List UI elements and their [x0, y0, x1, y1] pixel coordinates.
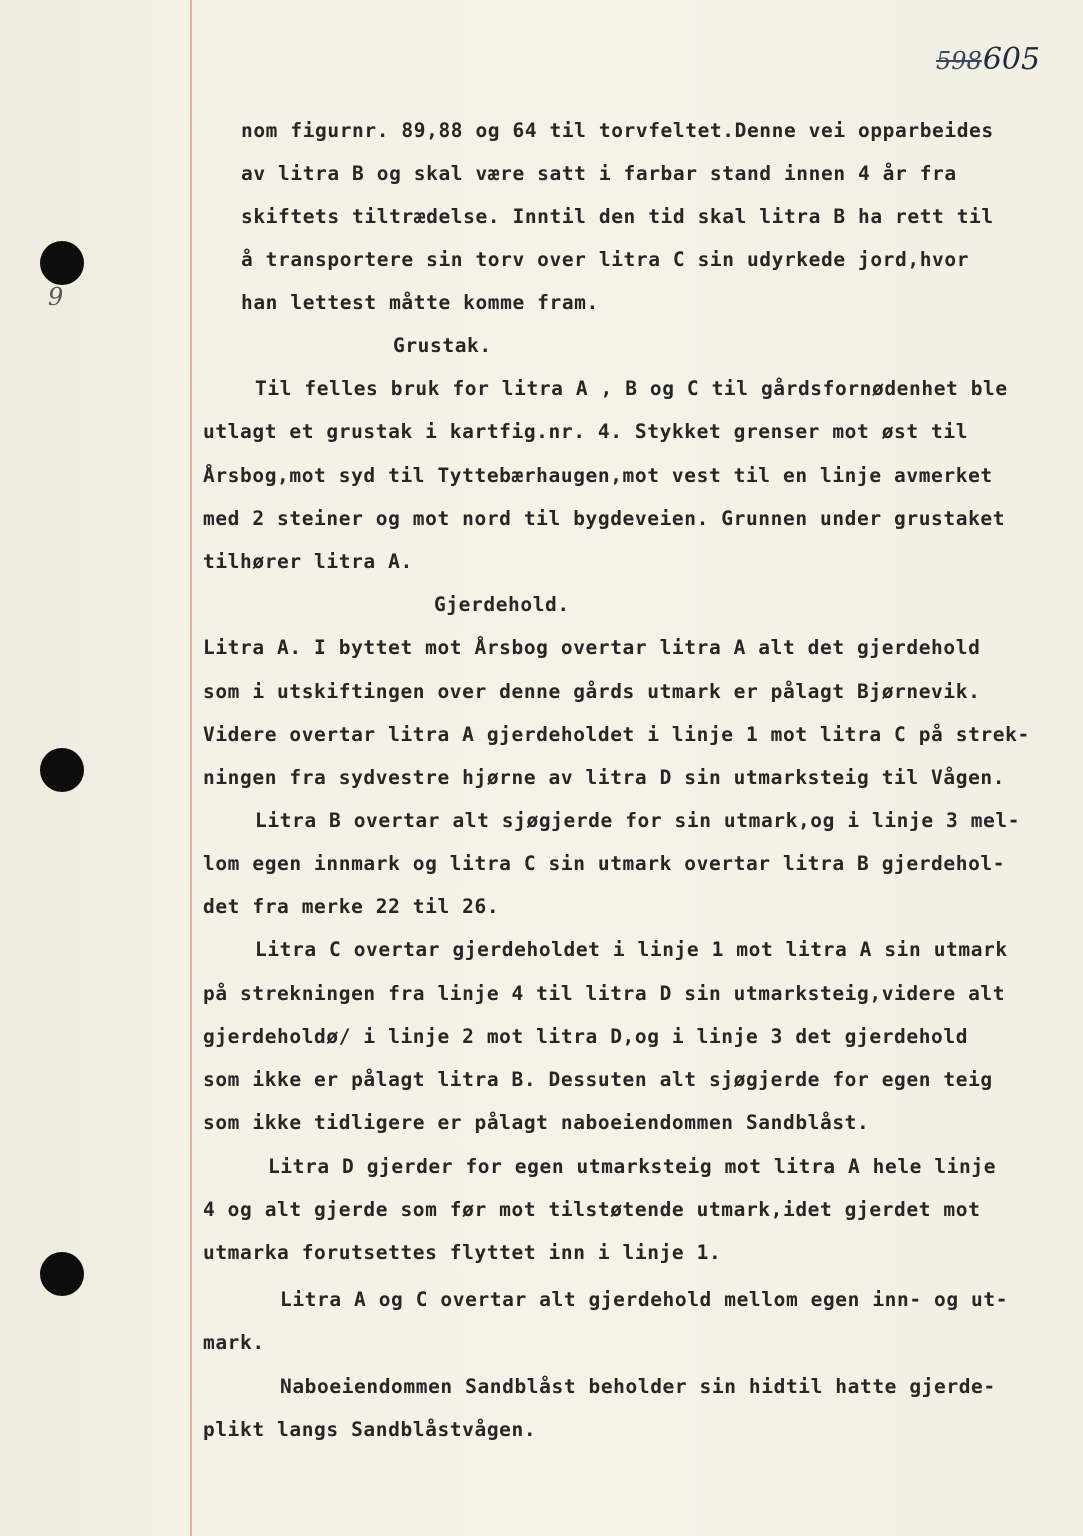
text-line: som ikke er pålagt litra B. Dessuten alt sjøgjerde for egen teig — [203, 1068, 993, 1091]
section-heading: Grustak. — [393, 334, 492, 357]
text-line: gjerdeholdø/ i linje 2 mot litra D,og i linje 3 det gjerdehold — [203, 1025, 969, 1048]
text-line: tilhører litra A. — [203, 550, 413, 573]
section-heading: Gjerdehold. — [434, 593, 570, 616]
page-number-current: 605 — [982, 42, 1041, 77]
page-number — [936, 42, 1040, 77]
text-line: med 2 steiner og mot nord til bygdeveien. Grunnen under grustaket — [203, 507, 1006, 530]
text-line: nom figurnr. 89,88 og 64 til torvfeltet.Denne vei opparbeides — [241, 119, 994, 142]
binder-hole-top — [40, 241, 84, 285]
margin-rule — [190, 0, 192, 1536]
text-line: Videre overtar litra A gjerdeholdet i linje 1 mot litra C på strek- — [203, 723, 1030, 746]
binder-hole-bottom — [40, 1252, 84, 1296]
text-line: Litra A og C overtar alt gjerdehold mellom egen inn- og ut- — [280, 1288, 1009, 1311]
text-line: utmarka forutsettes flyttet inn i linje 1. — [203, 1241, 722, 1264]
text-line: på strekningen fra linje 4 til litra D sin utmarksteig,videre alt — [203, 982, 1006, 1005]
text-line: 4 og alt gjerde som før mot tilstøtende utmark,idet gjerdet mot — [203, 1198, 981, 1221]
text-line: Til felles bruk for litra A , B og C til gårdsfornødenhet ble — [255, 377, 1008, 400]
text-line: det fra merke 22 til 26. — [203, 895, 500, 918]
text-line: han lettest måtte komme fram. — [241, 291, 599, 314]
text-line: mark. — [203, 1331, 265, 1354]
text-line: Litra A. I byttet mot Årsbog overtar litra A alt det gjerdehold — [203, 636, 981, 659]
text-line: som ikke tidligere er pålagt naboeiendommen Sandblåst. — [203, 1111, 870, 1134]
text-line: Litra D gjerder for egen utmarksteig mot litra A hele linje — [268, 1155, 997, 1178]
margin-note: 9 — [48, 283, 64, 311]
text-line: skiftets tiltrædelse. Inntil den tid skal litra B ha rett til — [241, 205, 994, 228]
text-line: av litra B og skal være satt i farbar stand innen 4 år fra — [241, 162, 957, 185]
text-line: å transportere sin torv over litra C sin udyrkede jord,hvor — [241, 248, 970, 271]
page-number-struck: 598 — [936, 47, 982, 75]
text-line: Litra C overtar gjerdeholdet i linje 1 mot litra A sin utmark — [255, 938, 1008, 961]
binder-hole-middle — [40, 748, 84, 792]
text-line: plikt langs Sandblåstvågen. — [203, 1418, 537, 1441]
text-line: som i utskiftingen over denne gårds utmark er pålagt Bjørnevik. — [203, 680, 981, 703]
text-line: utlagt et grustak i kartfig.nr. 4. Stykket grenser mot øst til — [203, 420, 969, 443]
text-line: Årsbog,mot syd til Tyttebærhaugen,mot vest til en linje avmerket — [203, 464, 993, 487]
text-line: Litra B overtar alt sjøgjerde for sin utmark,og i linje 3 mel- — [255, 809, 1021, 832]
text-line: Naboeiendommen Sandblåst beholder sin hidtil hatte gjerde- — [280, 1375, 996, 1398]
text-line: ningen fra sydvestre hjørne av litra D sin utmarksteig til Vågen. — [203, 766, 1006, 789]
text-line: lom egen innmark og litra C sin utmark overtar litra B gjerdehol- — [203, 852, 1006, 875]
